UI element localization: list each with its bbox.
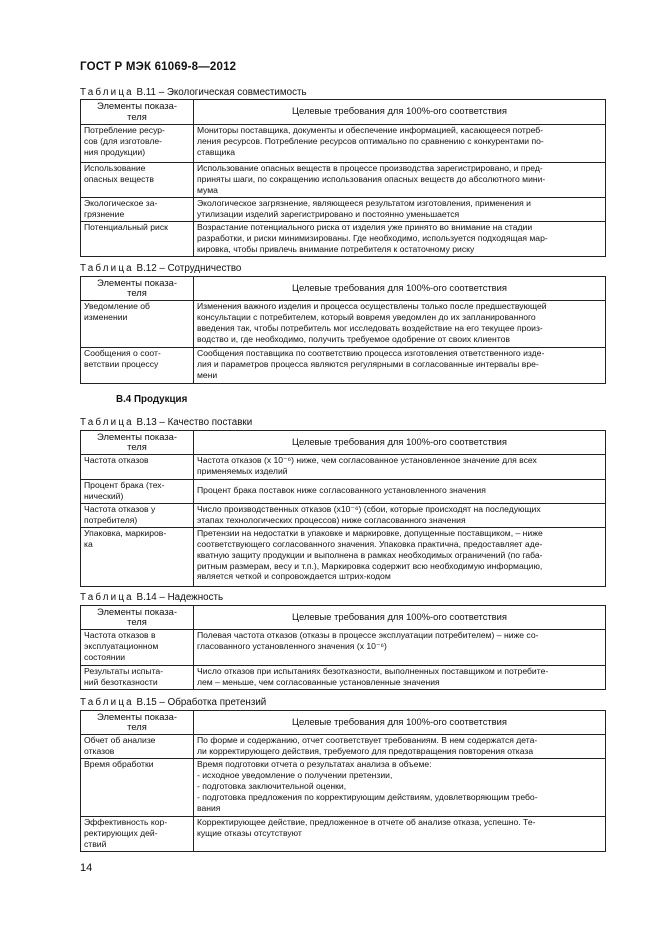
table-row: Процент брака (тех- нический) Процент брака поставок ниже согласованного установленного значения [81,480,606,504]
column-header-requirements: Целевые требования для 100%-ого соответствия [194,431,606,455]
table-caption-b14 [80,592,223,604]
table-row: Время обработки Время подготовки отчета о результатах анализа в объеме: - исходное уведомление о получении претензии, - подготовка заключительной оценки, - подготовка предложения по корректирующим действиям, удовлетворяющим требо- вания [81,759,606,817]
caption-text: В.15 – Обработка претензий [136,697,267,708]
table-row: Использование опасных веществ Использование опасных веществ в процессе производства зарегистрировано, и пред- приняты шаги, по сокращению использования опасных веществ до абсолютного мини- мума [81,163,606,198]
column-header-requirements: Целевые требования для 100%-ого соответствия [194,277,606,301]
column-header-elements: Элементы показа- теля [81,277,194,301]
column-header-requirements: Целевые требования для 100%-ого соответствия [194,100,606,125]
table-row: Частота отказов в эксплуатационном состоянии Полевая частота отказов (отказы в процессе эксплуатации потребителем) – ниже со- гласованного установленного значения (x 10⁻⁶) [81,630,606,666]
table-b15 [80,710,606,852]
page-number: 14 [80,862,93,874]
table-caption-b13 [80,417,252,429]
table-row: Экологическое за- грязнение Экологическое загрязнение, являющееся результатом изготовления, применения и утилизации изделий зарегистрировано и постоянно уменьшается [81,198,606,222]
table-b13 [80,430,606,587]
section-heading: В.4 Продукция [116,394,188,405]
table-row: Сообщения о соот- ветствии процессу Сообщения поставщика по соответствию процесса изготовления ответственного изде- лия и параметров процесса являются регулярными в согласованные интервалы вре- мени [81,348,606,384]
table-b12 [80,276,606,384]
caption-text: В.12 – Сотрудничество [136,263,242,274]
column-header-elements: Элементы показа- теля [81,431,194,455]
table-row: Потребление ресур- сов (для изготовле- ния продукции) Мониторы поставщика, документы и обеспечение информацией, касающееся потреб- ления ресурсов. Потребление ресурсов оптимально по сравнению с конкурентами по- ставщика [81,125,606,163]
table-row: Уведомление об изменении Изменения важного изделия и процесса осуществлены только после предшествующей консультации с потребителем, который вовремя уведомлен до их запланированного введения так, чтобы потребитель мог исследовать воздействие на его текущее произ- водство и, где необходимо, получить требуемое одобрение от своих клиентов [81,301,606,348]
table-caption-b11 [80,87,307,99]
table-row: Частота отказов у потребителя) Число производственных отказов (x10⁻⁶) (сбои, которые происходят на последующих этапах технологических процессов) ниже согласованного значения [81,503,606,527]
table-caption-b15 [80,697,266,709]
table-row: Обчет об анализе отказов По форме и содержанию, отчет соответствует требованиям. В нем содержатся дета- ли корректирующего действия, требуемого для предотвращения повторения отказа [81,735,606,759]
table-row: Результаты испыта- ний безотказности Число отказов при испытаниях безотказности, выполненных поставщиком и потребите- лем – меньше, чем согласованные установленные значения [81,666,606,690]
table-caption-b12 [80,263,241,275]
table-row: Потенциальный риск Возрастание потенциального риска от изделия уже принято во внимание на стадии разработки, и риски минимизированы. Где необходимо, используется подходящая мар- кировка, чтобы привлечь внимание потребителя к остаточному риску [81,222,606,257]
caption-label: Таблица [80,417,134,428]
table-row: Эффективность кор- ректирующих дей- ствий Корректирующее действие, предложенное в отчете об анализе отказа, успешно. Те- кущие отказы отсутствуют [81,817,606,852]
table-row: Упаковка, маркиров- ка Претензии на недостатки в упаковке и маркировке, допущенные поставщиком, – ниже соответствующего согласованного значения. Упаковка практична, предоставляет аде- кватную защиту продукции и выполнена в рамках необходимых ограничений (по габа- ритным размерам, весу и т.п.), Маркировка содержит всю необходимую информацию, является четкой и сопровождается штрих-кодом [81,527,606,586]
table-b11 [80,99,606,257]
caption-label: Таблица [80,263,134,274]
caption-text: В.13 – Качество поставки [136,417,253,428]
caption-label: Таблица [80,697,134,708]
column-header-elements: Элементы показа- теля [81,100,194,125]
column-header-elements: Элементы показа- теля [81,606,194,630]
table-row: Частота отказов Частота отказов (x 10⁻⁶) ниже, чем согласованное установленное значение для всех применяемых изделий [81,455,606,480]
document-header: ГОСТ Р МЭК 61069-8—2012 [80,61,237,73]
caption-text: В.11 – Экологическая совместимость [136,87,307,98]
caption-label: Таблица [80,592,134,603]
caption-label: Таблица [80,87,134,98]
table-b14 [80,605,606,690]
column-header-requirements: Целевые требования для 100%-ого соответствия [194,711,606,735]
column-header-elements: Элементы показа- теля [81,711,194,735]
column-header-requirements: Целевые требования для 100%-ого соответствия [194,606,606,630]
caption-text: В.14 – Надежность [136,592,224,603]
